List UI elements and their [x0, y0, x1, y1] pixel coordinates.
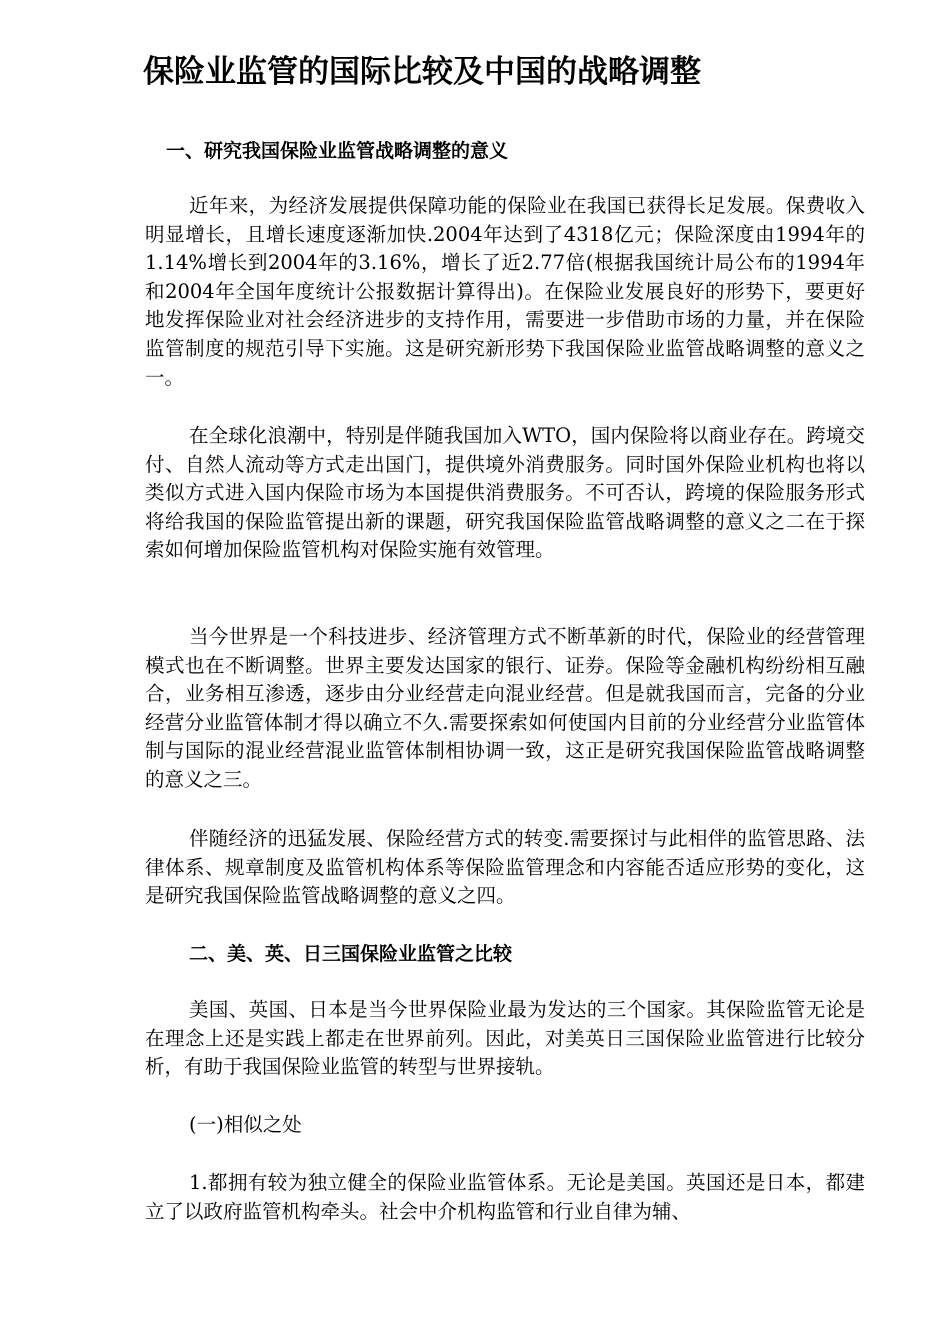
paragraph: 在全球化浪潮中，特别是伴随我国加入WTO，国内保险将以商业存在。跨境交付、自然人流动等方式走出国门，提供境外消费服务。同时国外保险业机构也将以类似方式进入国内保险市场为本国提供消费服务。不可否认，跨境的保险服务形式将给我国的保险监管提出新的课题，研究我国保险监管战略调整的意义之二在于探索如何增加保险监管机构对保险实施有效管理。 [145, 424, 865, 562]
paragraph: 近年来，为经济发展提供保障功能的保险业在我国已获得长足发展。保费收入明显增长，且增长速度逐渐加快.2004年达到了4318亿元；保险深度由1994年的1.14%增长到2004年的3.16%，增长了近2.77倍(根据我国统计局公布的1994年和2004年全国年度统计公报数据计算得出)。在保险业发展良好的形势下，要更好地发挥保险业对社会经济进步的支持作用，需要进一步借助市场的力量，并在保险监管制度的规范引导下实施。这是研究新形势下我国保险业监管战略调整的意义之一。 [145, 194, 865, 389]
subsection-heading: (一)相似之处 [189, 1113, 302, 1136]
paragraph: 美国、英国、日本是当今世界保险业最为发达的三个国家。其保险监管无论是在理念上还是实践上都走在世界前列。因此，对美英日三国保险业监管进行比较分析，有助于我国保险业监管的转型与世界接轨。 [145, 998, 865, 1079]
paragraph: 1.都拥有较为独立健全的保险业监管体系。无论是美国。英国还是日本，都建立了以政府监管机构牵头。社会中介机构监管和行业自律为辅、 [145, 1171, 865, 1223]
document-title: 保险业监管的国际比较及中国的战略调整 [143, 54, 701, 90]
paragraph: 伴随经济的迅猛发展、保险经营方式的转变.需要探讨与此相伴的监管思路、法律体系、规章制度及监管机构体系等保险监管理念和内容能否适应形势的变化，这是研究我国保险监管战略调整的意义之四。 [145, 827, 865, 908]
section-heading-2: 二、美、英、日三国保险业监管之比较 [189, 943, 513, 965]
paragraph: 当今世界是一个科技进步、经济管理方式不断革新的时代，保险业的经营管理模式也在不断调整。世界主要发达国家的银行、证券。保险等金融机构纷纷相互融合，业务相互渗透，逐步由分业经营走向混业经营。但是就我国而言，完备的分业经营分业监管体制才得以确立不久.需要探索如何使国内目前的分业经营分业监管体制与国际的混业经营混业监管体制相协调一致，这正是研究我国保险监管战略调整的意义之三。 [145, 625, 865, 791]
section-heading-1: 一、研究我国保险业监管战略调整的意义 [166, 140, 509, 162]
